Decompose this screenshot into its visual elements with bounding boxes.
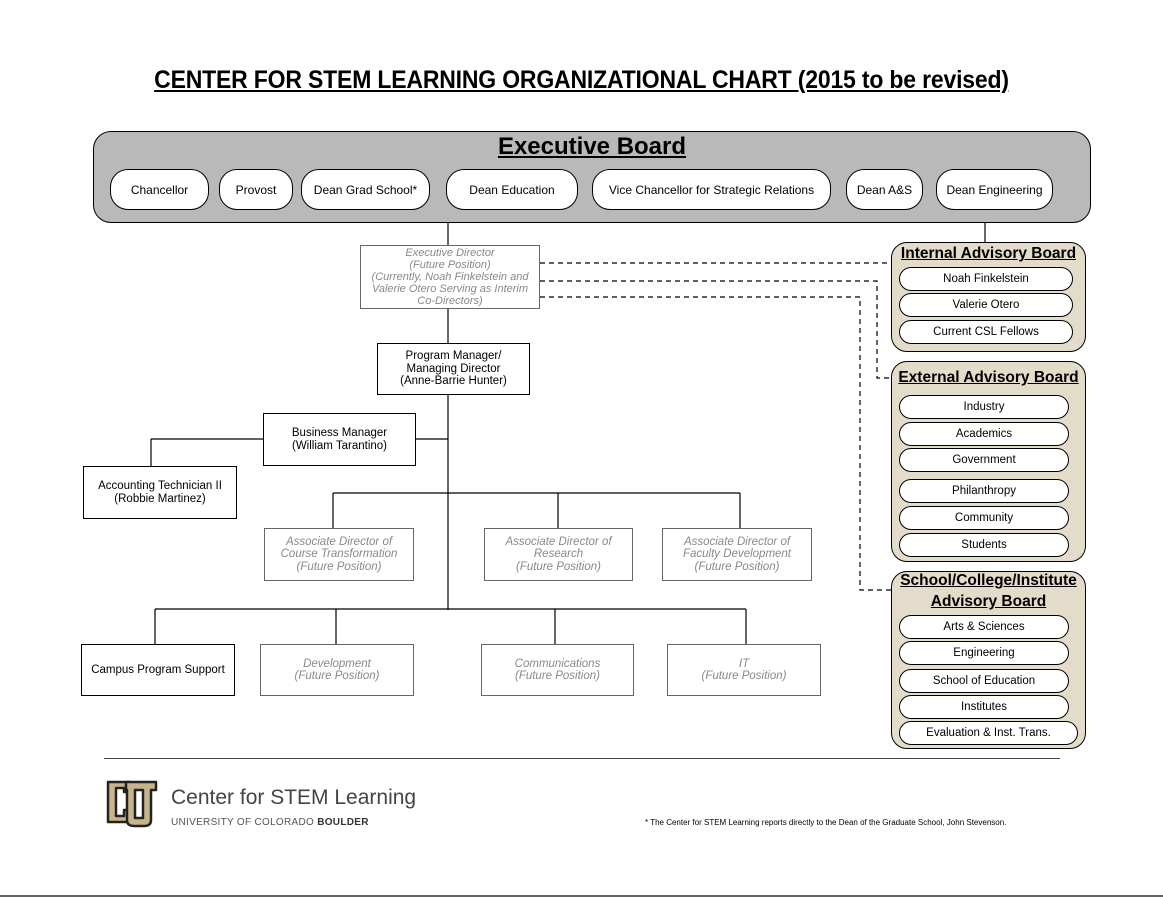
campus-program-support-box: Campus Program Support — [81, 644, 235, 696]
external-advisory-item: Academics — [899, 422, 1069, 446]
school-advisory-item: School of Education — [899, 669, 1069, 693]
assoc-director-course-transformation: Associate Director of Course Transformation (Future Position) — [264, 528, 414, 581]
page-title: CENTER FOR STEM LEARNING ORGANIZATIONAL CHART (2015 to be revised) — [154, 66, 1009, 94]
footer-divider — [104, 758, 1060, 759]
external-advisory-item: Students — [899, 533, 1069, 557]
school-advisory-board-title: School/College/Institute Advisory Board — [900, 572, 1077, 610]
school-advisory-item: Engineering — [899, 641, 1069, 665]
business-manager-box: Business Manager (William Tarantino) — [263, 413, 416, 466]
university-name — [171, 817, 369, 828]
exec-member-dean-grad-school: Dean Grad School* — [301, 169, 430, 210]
org-name: Center for STEM Learning — [171, 786, 417, 809]
exec-member-vice-chancellor: Vice Chancellor for Strategic Relations — [592, 169, 831, 210]
it-box: IT (Future Position) — [667, 644, 821, 696]
internal-advisory-item: Current CSL Fellows — [899, 320, 1073, 344]
university-label: UNIVERSITY OF COLORADO — [171, 817, 315, 828]
exec-member-provost: Provost — [219, 169, 293, 210]
school-advisory-item: Institutes — [899, 695, 1069, 719]
cu-logo-icon — [104, 776, 160, 830]
external-advisory-board-title: External Advisory Board — [898, 369, 1079, 386]
internal-advisory-item: Valerie Otero — [899, 293, 1073, 317]
exec-member-chancellor: Chancellor — [110, 169, 209, 210]
executive-director-box: Executive Director (Future Position) (Currently, Noah Finkelstein and Valerie Otero Serving as Interim Co-Directors) — [360, 245, 540, 309]
exec-member-dean-education: Dean Education — [446, 169, 578, 210]
assoc-director-faculty-development: Associate Director of Faculty Development (Future Position) — [662, 528, 812, 581]
exec-member-dean-as: Dean A&S — [846, 169, 923, 210]
development-box: Development (Future Position) — [260, 644, 414, 696]
school-advisory-item: Evaluation & Inst. Trans. — [899, 721, 1078, 745]
executive-board-title: Executive Board — [497, 133, 687, 160]
external-advisory-item: Philanthropy — [899, 479, 1069, 503]
accounting-technician-box: Accounting Technician II (Robbie Martinez) — [83, 466, 237, 519]
external-advisory-item: Industry — [899, 395, 1069, 419]
campus-label: BOULDER — [317, 817, 369, 828]
program-manager-box: Program Manager/ Managing Director (Anne-Barrie Hunter) — [377, 343, 530, 395]
internal-advisory-board-title: Internal Advisory Board — [900, 245, 1077, 262]
footnote: * The Center for STEM Learning reports directly to the Dean of the Graduate School, John Stevenson. — [645, 818, 1007, 827]
external-advisory-item: Community — [899, 506, 1069, 530]
school-advisory-item: Arts & Sciences — [899, 615, 1069, 639]
external-advisory-item: Government — [899, 448, 1069, 472]
assoc-director-research: Associate Director of Research (Future Position) — [484, 528, 633, 581]
communications-box: Communications (Future Position) — [481, 644, 634, 696]
page-bottom-border — [0, 895, 1163, 897]
exec-member-dean-engineering: Dean Engineering — [936, 169, 1053, 210]
internal-advisory-item: Noah Finkelstein — [899, 267, 1073, 291]
